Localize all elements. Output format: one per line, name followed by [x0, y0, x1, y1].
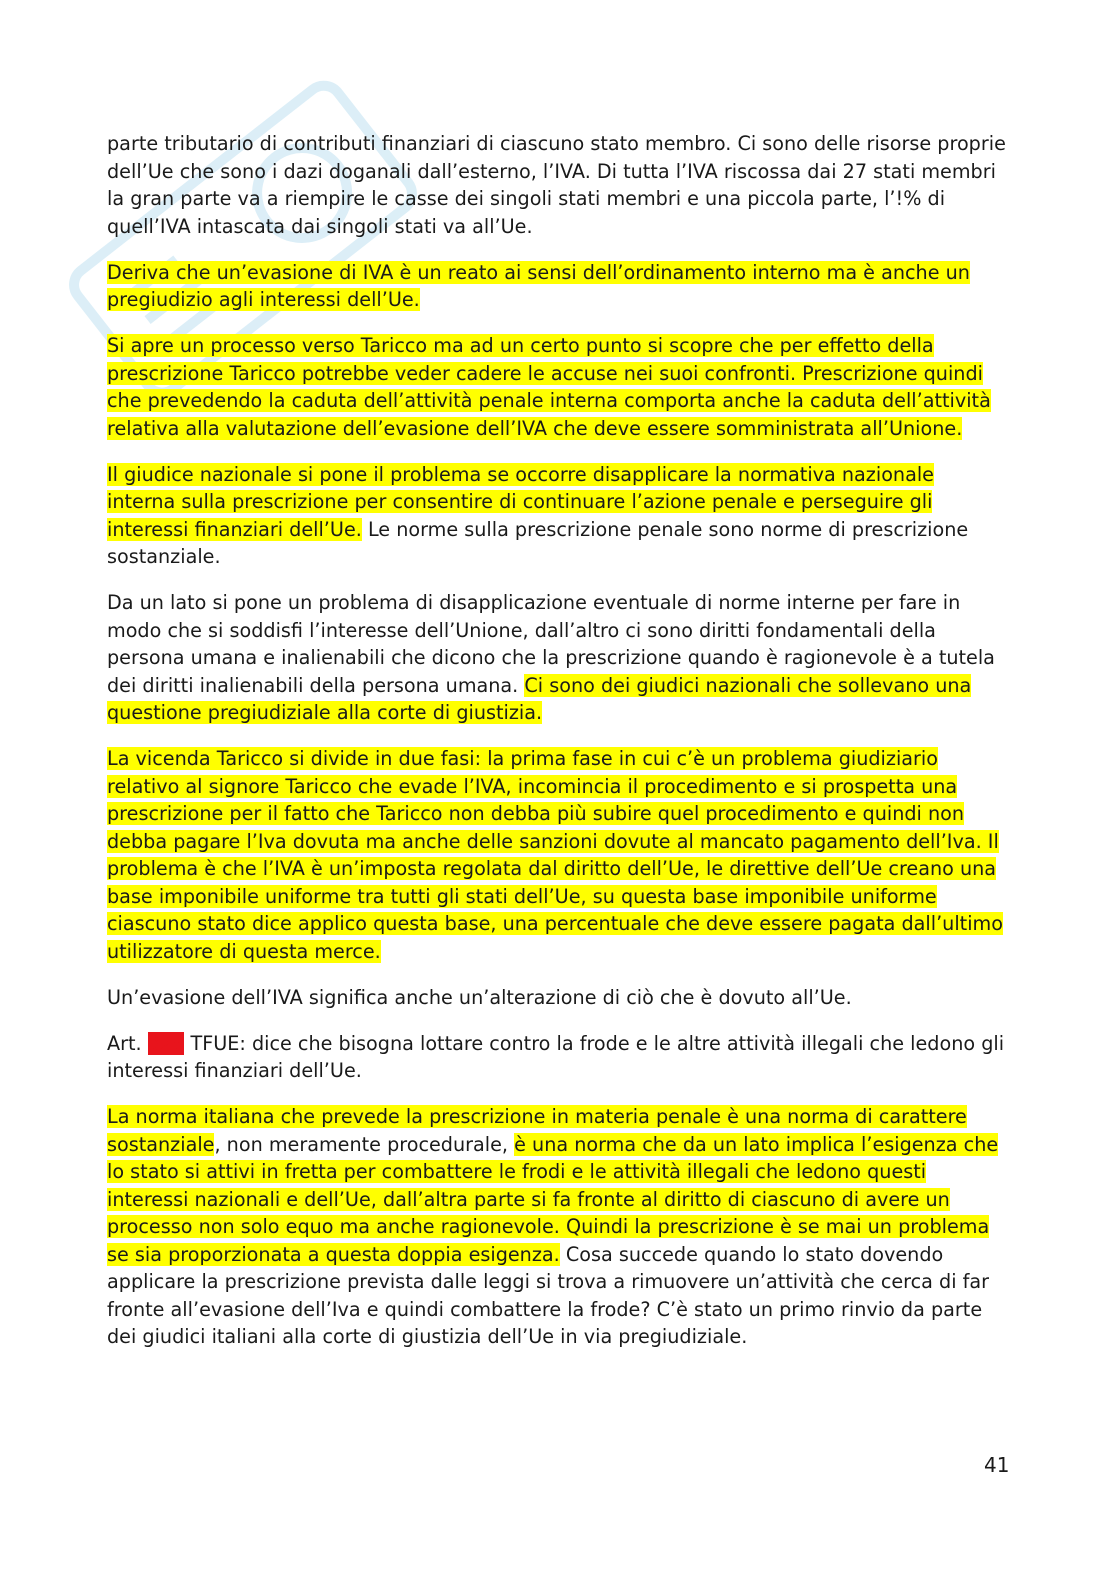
- paragraph-1: parte tributario di contributi finanziari di ciascuno stato membro. Ci sono delle risorse proprie dell’Ue che sono i dazi doganali dall’esterno, l’IVA. Di tutta l’IVA riscossa dai 27 stati membri la gran parte va a riempire le casse dei singoli stati membri e una piccola parte, l’!% di quell’IVA intascata dai singoli stati va all’Ue.: [107, 132, 1006, 238]
- paragraph-4: Il giudice nazionale si pone il problema se occorre disapplicare la normativa nazionale interna sulla prescrizione per consentire di continuare l’azione penale e perseguire gli interessi finanziari dell’Ue. Le norme sulla prescrizione penale sono norme di prescrizione sostanziale.: [107, 462, 969, 568]
- document-page: [107, 130, 1007, 1369]
- paragraph-3: Si apre un processo verso Taricco ma ad un certo punto si scopre che per effetto della prescrizione Taricco potrebbe veder cadere le accuse nei suoi confronti. Prescrizione quindi che prevedendo la caduta dell’attività penale interna comporta anche la caduta dell’attività relativa alla valutazione dell’evasione dell’IVA che deve essere somministrata all’Unione.: [107, 334, 991, 440]
- article-number-redacted: 325: [147, 1031, 185, 1055]
- page-number: 41: [984, 1453, 1010, 1477]
- paragraph-7: Un’evasione dell’IVA significa anche un’alterazione di ciò che è dovuto all’Ue.: [107, 985, 852, 1009]
- paragraph-2: Deriva che un’evasione di IVA è un reato ai sensi dell’ordinamento interno ma è anche un pregiudizio agli interessi dell’Ue.: [107, 260, 970, 311]
- paragraph-8: Art. 325 TFUE: dice che bisogna lottare contro la frode e le altre attività illegali che ledono gli interessi finanziari dell’Ue.: [107, 1031, 1005, 1082]
- paragraph-5: Da un lato si pone un problema di disapplicazione eventuale di norme interne per fare in modo che si soddisfi l’interesse dell’Unione, dall’altro ci sono diritti fondamentali della persona umana e inalienabili che dicono che la prescrizione quando è ragionevole è a tutela dei diritti inalienabili della persona umana. Ci sono dei giudici nazionali che sollevano una questione pregiudiziale alla corte di giustizia.: [107, 591, 995, 724]
- paragraph-6: La vicenda Taricco si divide in due fasi: la prima fase in cui c’è un problema giudiziario relativo al signore Taricco che evade l’IVA, incomincia il procedimento e si prospetta una prescrizione per il fatto che Taricco non debba più subire quel procedimento e quindi non debba pagare l’Iva dovuta ma anche delle sanzioni dovute al mancato pagamento dell’Iva. Il problema è che l’IVA è un’imposta regolata dal diritto dell’Ue, le direttive dell’Ue creano una base imponibile uniforme tra tutti gli stati dell’Ue, su questa base imponibile uniforme ciascuno stato dice applico questa base, una percentuale che deve essere pagata dall’ultimo utilizzatore di questa merce.: [107, 747, 1003, 963]
- paragraph-9: La norma italiana che prevede la prescrizione in materia penale è una norma di carattere sostanziale, non meramente procedurale, è una norma che da un lato implica l’esigenza che lo stato si attivi in fretta per combattere le frodi e le attività illegali che ledono questi interessi nazionali e dell’Ue, dall’altra parte si fa fronte al diritto di ciascuno di avere un processo non solo equo ma anche ragionevole. Quindi la prescrizione è se mai un problema se sia proporzionata a questa doppia esigenza. Cosa succede quando lo stato dovendo applicare la prescrizione prevista dalle leggi si trova a rimuovere un’attività che cerca di far fronte all’evasione dell’Iva e quindi combattere la frode? C’è stato un primo rinvio da parte dei giudici italiani alla corte di giustizia dell’Ue in via pregiudiziale.: [107, 1105, 999, 1348]
